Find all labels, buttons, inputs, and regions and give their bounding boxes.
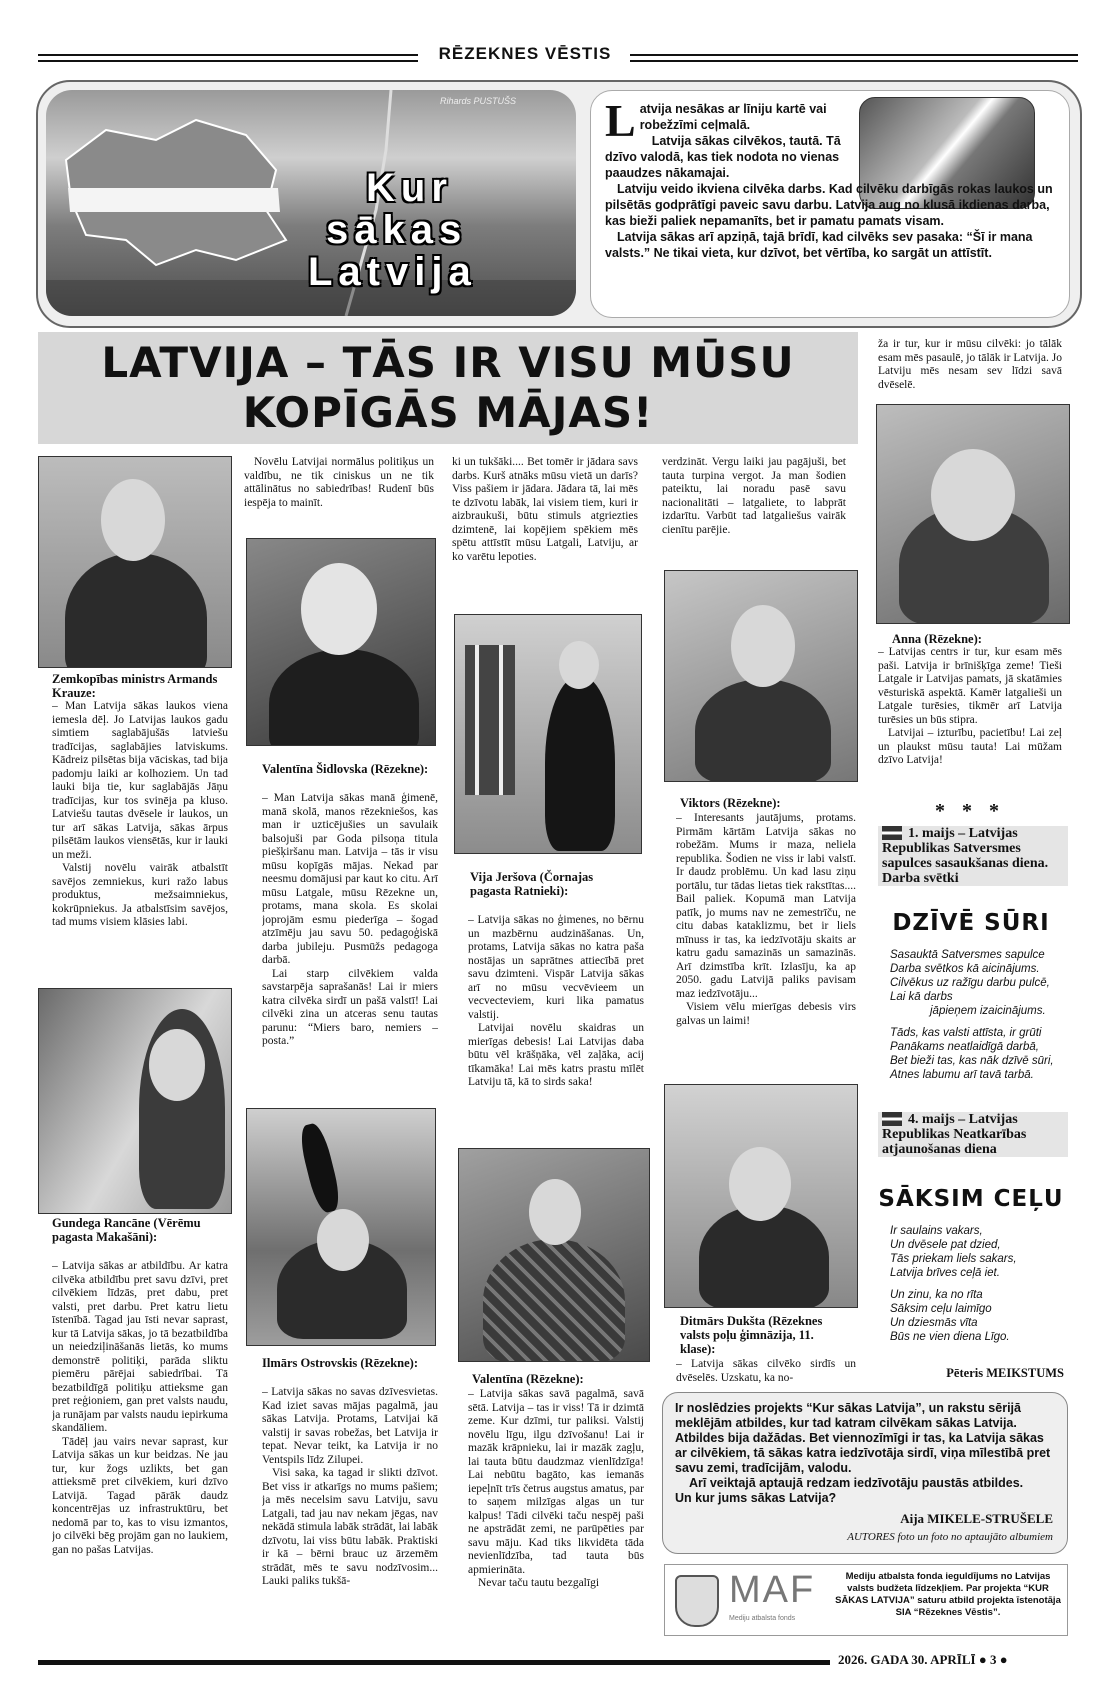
page-number: 3 <box>989 1652 997 1667</box>
photo-vija-jersova <box>454 614 642 854</box>
closing-text-block: Ir noslēdzies projekts “Kur sākas Latvija”, un rakstu sērijā meklējām atbildes, kur tad katram cilvēkam sākas Latvija. Atbildes bija dažādas. Bet viennozīmīgi ir tas, ka Latvija sākas ar cilvēkiem, tā sākas katra iedzīvotāja sirdī, viņa mīlestībā pret savu zemi, tradīcijām, valodu. Arī veiktajā aptaujā redzam iedzīvotāju paustās atbildes. Un kur jums sākas Latvija? <box>675 1401 1051 1505</box>
photo-ilmars-ostrovskis <box>246 1108 436 1346</box>
hero-title-line1: Kur <box>366 166 453 210</box>
photo-valentina-rezekne <box>458 1148 650 1362</box>
text-col3-intro: ki un tukšāki.... Bet tomēr ir jādara savs darbs. Kurš atnāks mūsu vietā un darīs? Viss pašiem ir jādara. Jādara tā, lai mēs te dzīvotu labāk, lai visiem tiem, kuri ir aizbraukuši, būtu stimuls atgriezties dzimtenē, lai kopējiem spēkiem mēs spētu attīstīt mūsu Latgali, Latviju, ar ko varētu lepoties. <box>452 456 638 563</box>
sponsor-logo-sub: Mediju atbalsta fonds <box>729 1615 796 1622</box>
flag-icon <box>882 1112 902 1126</box>
name-ditmars-duksta: Ditmārs Dukšta (Rēzeknes valsts poļu ģimnāzija, 11. klase): <box>680 1314 823 1356</box>
text-armands-krauze: – Man Latvija sākas laukos viena iemesla dēļ. Jo Latvijas laukos gadu simtiem saglabājušās latviešu tradīcijas, saglabājies latviskums. Kādreiz pilsētas bija vāciskas, tad bija padomju laiki ar kolhoziem. Un tad lauki bija tie, kur saglabājās Jāņu tradīcijas, kur tos svinēja pa kluso. Latviešu tautas dvēsele ir laukos, un tur arī sākas Latvija, sākas ārpus pilsētām laukos viensētās, kur ir lauki un meži. Valstij novēlu vairāk atbalstīt savējos zemniekus, kuri ražo labus produktus, mežsaimniekus, kokrūpniekus. Ja atbalstīsim savējos, tad mums visiem klāsies labi. <box>52 700 228 928</box>
poem-author: Pēteris MEIKSTUMS <box>946 1366 1064 1380</box>
flag-icon <box>882 826 902 840</box>
closing-author: Aija MIKELE-STRUŠELE <box>900 1511 1053 1526</box>
holiday-may1: 1. maijs – Latvijas Republikas Satversmes sapulces sasaukšanas diena. Darba svētki <box>878 826 1068 886</box>
text-valentina-rezekne: – Latvija sākas savā pagalmā, savā sētā. Latvija – tas ir viss! Tā ir dzimtā zeme. Kur dzīmi, tur paliksi. Valstij novēlu līgu, ilgu dzīvošanu! Lai ir mazāk krāpnieku, lai ir mazāk zagļu, lai tauta būtu daudzmaz vienlīdzīga! Lai nebūtu bagāto, kas iemanās iepeļnīt trīs četrus augstus amatus, par to saņem milzīgas algas un tur kalpus! Tādi cilvēki taču nespēj paši ne apstrādāt zemi, ne parūpēties par savu māju. Kad tiks likvidēta tāda nevienlīdzība, tad tauta būs apmierināta. Nevar taču tautu bezgalīgi <box>468 1388 644 1589</box>
closing-box <box>662 1392 1068 1554</box>
masthead-title: RĒZEKNES VĒSTIS <box>438 44 612 63</box>
footer-date: 2026. GADA 30. APRĪLĪ ● 3 ● <box>838 1652 1008 1667</box>
hero-intro-box <box>590 90 1070 318</box>
text-viktors: – Interesants jautājums, protams. Pirmām kārtām Latvija sākas no robežām. Mums ir maza, neliela republika. Šodien ne viss ir labi valstī. Ir daudz problēmu. Un kad lasu ziņu portālu, tur tādas lietas tiek rakstītas.... Bail paliek. Kopumā man Latvija patīk, jo mums nav ne zemestrīču, ne citu dabas kataklizmu, bet ir liels mīnuss ir tas, ka iedzīvotāju skaits ar katru gadu samazinās un samazinās. Arī dzimstība krīt. Izlasīju, ka ap 2050. gadu Latvijā paliks pavisam maz iedzīvotāju... Visiem vēlu mierīgas debesis virs galvas un laimi! <box>676 812 856 1027</box>
name-ilmars-ostrovskis: Ilmārs Ostrovskis (Rēzekne): <box>262 1356 418 1370</box>
section-stars: * * * <box>935 800 1005 822</box>
masthead-rule-left <box>38 54 418 62</box>
hero-dropcap: L <box>605 95 636 146</box>
hero-intro-p3: Latviju veido ikviena cilvēka darbs. Kad cilvēku darbīgās rokas laukos un pilsētās godprātīgi paveic savu darbu. Latvija aug no klusā ikdienas darba, kas bieži paliek nepamanīts, bet ir pamatu pamats visam. <box>605 182 1053 228</box>
sponsor-text: Mediju atbalsta fonda ieguldījums no Latvijas valsts budžeta līdzekļiem. Par projekta “KUR SĀKAS LATVIJA” saturu atbild projekta īstenotāja SIA “Rēzeknes Vēstis”. <box>835 1571 1061 1618</box>
hero-intro-p2: Latvija sākas cilvēkos, tautā. Tā dzīvo valodā, kas tiek nodota no vienas paaudzes nākamajai. <box>605 134 841 180</box>
poem1-title: DZĪVĒ SŪRI <box>892 910 1050 936</box>
hero-intro-p4: Latvija sākas arī apziņā, tajā brīdī, kad cilvēks sev pasaka: “Šī ir mana valsts.” Ne tikai vieta, kur dzīvot, bet vērtība, ko sargāt un attīstīt. <box>605 230 1033 260</box>
masthead-rule-right <box>630 54 1078 62</box>
closing-photo-credit: AUTORES foto un foto no aptaujāto albumiem <box>847 1531 1053 1543</box>
name-valentina-rezekne: Valentīna (Rēzekne): <box>472 1372 584 1386</box>
text-col5-intro: ža ir tur, kur ir mūsu cilvēki: jo tālāk esam mēs pasaulē, jo tālāk ir Latvija. Jo Latviju mēs nesam sev līdzi savā dvēselē. <box>878 338 1062 391</box>
hero-banner <box>36 80 1082 328</box>
name-gundega-rancane: Gundega Rancāne (Vērēmu pagasta Makašāni): <box>52 1216 201 1244</box>
text-col2-intro: Novēlu Latvijai normālus politiķus un valdību, ne tik ciniskus un ne tik attālinātus no sabiedrības! Rudenī būs iespēja to mainīt. <box>244 456 434 509</box>
name-vija-jersova-label: Vija Jeršova (Čornajas pagasta Ratnieki): <box>470 870 594 898</box>
holiday-may4: 4. maijs – Latvijas Republikas Neatkarības atjaunošanas diena <box>878 1112 1068 1157</box>
hero-photo-credit: Rihards PUSTUŠS <box>439 96 516 106</box>
coat-of-arms-icon <box>675 1575 719 1627</box>
text-ditmars-duksta: – Latvija sākas cilvēko sirdīs un dvēselēs. Uzskatu, ka no- <box>676 1358 856 1384</box>
hero-title-line3: Latvija <box>308 250 477 294</box>
headline-line2: KOPĪGĀS MĀJAS! <box>242 388 654 437</box>
photo-armands-krauze <box>38 456 232 668</box>
hero-intro-p1: atvija nesākas ar līniju kartē vai robežzīmi ceļmalā. <box>639 102 827 132</box>
photo-anna <box>876 404 1070 624</box>
headline-band <box>38 332 858 444</box>
photo-gundega-rancane <box>38 988 232 1214</box>
text-col4-intro: verdzināt. Vergu laiki jau pagājuši, bet tauta turpina vergot. Ja man šodien pateiktu, lai noradu pasē savu nacionalitāti – latgaliete, to labprāt izdarītu. Varbūt tad latgaliešus vairāk cienītu parējie. <box>662 456 846 536</box>
text-valentina-sidlovska: – Man Latvija sākas manā ģimenē, manā skolā, manos rēzekniešos, kas man ir uzticējušies un savulaik balsojuši par Goda pilsoņa titula piešķiršanu man. Latvija – tās ir visu mūsu kopīgās mājas. Nekad par neesmu domājusi par kaut ko citu. Arī mūsu Latgale, mūsu Rēzekne un, protams, mana skola. Es skolai joprojām esmu piederīga – šogad atzīmēju jau savu 50. pedagoģiskā darba jubileju. Pusmūžs pedagoga darbā. Lai starp cilvēkiem valda savstarpēja saprašanās! Lai ir miers katra cilvēka sirdī un pašā valstī! Lai cilvēki zina un atceras senu tautas parunu: “Miers baro, nemiers – posta.” <box>262 792 438 1047</box>
sponsor-logo: MAF <box>729 1569 816 1611</box>
hero-aerial-photo <box>46 90 576 316</box>
kayak-paddle <box>296 1121 343 1215</box>
text-ilmars-ostrovskis: – Latvija sākas no savas dzīvesvietas. Kad iziet savas mājas pagalmā, jau sākas Latvija. Protams, Latvijai kā valstij ir savas robežas, bet Latvija ir tepat. Nevar teikt, ka Latvija ir no Ventspils līdz Zilupei. Visi saka, ka tagad ir slikti dzīvot. Bet viss ir atkarīgs no mums pašiem; ja mēs necelsim savu Latviju, savu Latgali, tad jau nav nekam jēgas, nav nekādā stimula labāk strādāt, lai labāk dzīvotu, lai viss būtu labāk. Praktiski ir kā – bērni brauc uz ārzemēm strādāt, mēs te savu nodzīvosim... Lauki paliks tukšā- <box>262 1386 438 1587</box>
footer-rule <box>38 1660 830 1665</box>
flags-decoration <box>465 645 515 795</box>
text-anna: – Latvijas centrs ir tur, kur esam mēs paši. Latvija ir brīnišķīga zeme! Tieši Latgale ir Latvijas pamats, jā skatāmies vēsturiskā aspektā. Kamēr latgalieši un Latgale turēsies, tikmēr arī Latvija turēsies un būs stipra. Latvijai – izturību, pacietību! Lai zeļ un plaukst mūsu tauta! Lai mūžam dzīvo Latvija! <box>878 646 1062 766</box>
text-vija-jersova: – Latvija sākas no ģimenes, no bērnu un mazbērnu audzināšanas. Un, protams, Latvija sākas no katra paša nostājas un saprātnes attiecībā pret savu dzimteni. Vispār Latvija sākas arī no mūsu vecvēvieem un vecvecteviem, kuri lika pamatus valstij. Latvijai novēlu skaidras un mierīgas debesis! Lai Latvijas daba būtu vēl krāšņāka, vēl zaļāka, acij tīkamāka! Lai mēs katrs prastu mīlēt Latviju tā, kā to sirds saka! <box>468 914 644 1088</box>
name-armands-krauze: Zemkopības ministrs Armands Krauze: <box>52 672 218 700</box>
poem1-text: Sasauktā Satversmes sapulce Darba svētkos kā aicinājums. Cilvēkus uz ražīgu darbu pulcē, Lai kā darbs jāpieņem izaicinājums. Tāds, kas valsti attīsta, ir grūti Panākams neatlaidīgā darbā, Bet bieži tas, kas nāk dzīvē sūri, Atnes labumu arī tavā tarbā. <box>890 949 1054 1081</box>
name-valentina-sidlovska: Valentīna Šidlovska (Rēzekne): <box>262 762 429 776</box>
sponsor-box <box>664 1564 1068 1636</box>
photo-viktors <box>664 570 858 782</box>
name-anna: Anna (Rēzekne): <box>892 632 982 646</box>
poem2-title: SĀKSIM CEĻU <box>878 1186 1064 1212</box>
hero-title-line2: sākas <box>326 208 468 252</box>
headline-line1: LATVIJA – TĀS IR VISU MŪSU <box>101 338 795 387</box>
photo-valentina-sidlovska <box>246 538 436 746</box>
photo-ditmars-duksta <box>664 1084 858 1308</box>
poem2-text: Ir saulains vakars, Un dvēsele pat dzied, Tās priekam liels sakars, Latvija brīves ceļā iet. Un zinu, ka no rīta Sāksim ceļu laimīgo Un dziesmās vīta Būs ne vien diena Līgo. <box>890 1225 1017 1343</box>
text-gundega-rancane: – Latvija sākas ar atbildību. Ar katra cilvēka atbildību pret savu dzīvi, pret cilvēkiem līdzās, pret dabu, pret valsti, pret darbu. Pret katru lietu īstenībā. Tagad jau īsti nevar saprast, kur tā Latvija sākas, jo tā bezatbildība un neiedziļināšanās lietās, ko mums demonstrē politiķi, parāda sliktu piemēru pārējai sabiedrībai. Tā bezatbildīgā politiķu attieksme gan pret reģioniem, gan pret valsts naudu, ja runājam par valsts naudu iepirkuma skandāliem. Tādēļ jau vairs nevar saprast, kur Latvija sākas un kur beidzas. Ne jau tur, kur žogs uzlikts, bet gan attieksmē pret cilvēkiem, kuri dzīvo Latvijā. Tagad pārāk daudz koncentrējas uz infrastruktūru, bet nedomā par to, kas to visu izmantos, jo cilvēki bēg projām gan no laukiem, gan no pašas Latvijas. <box>52 1260 228 1556</box>
name-viktors: Viktors (Rēzekne): <box>680 796 781 810</box>
hero-intro-text <box>605 95 1061 261</box>
